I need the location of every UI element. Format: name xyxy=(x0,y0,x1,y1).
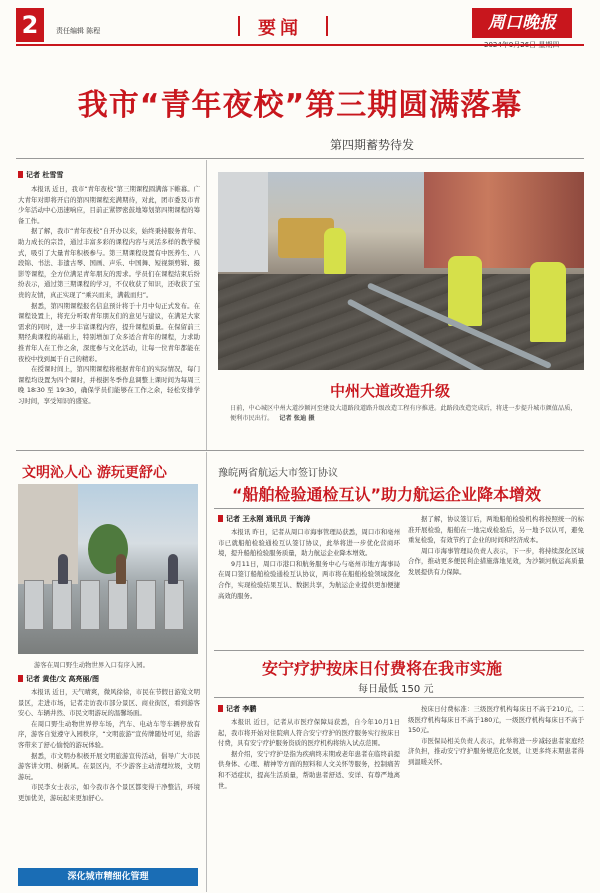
turnstile xyxy=(108,580,128,630)
lead-paragraph: 据悉，第四期课程报名信息预计将于十月中旬正式发布。在课程设置上，将充分听取青年朋友们的意见与建议，在满足大家需求的同时，进一步丰富课程内容，提升课程质量。在保留前三期经典课程的基础上，特别增加了众多适合青年的课程，力求助推青年人在工作之余，深度参与文化活动，让每一位青年都能在夜校中找到属于自己的精彩。 xyxy=(18,301,200,363)
masthead-rule xyxy=(16,44,584,46)
shipping-title: “船舶检验通检互认”助力航运企业降本增效 xyxy=(232,485,542,504)
scenic-photo-caption: 游客在周口野生动物世界入口有序入园。 xyxy=(34,661,150,669)
lead-paragraph: 本报讯 近日，我市“青年夜校”第三期课程圆满落下帷幕。广大青年对即将开启的第四期课程充满期待，对此，团市委及市青少年活动中心迅速响应，目前正紧锣密鼓地筹划第四期课程的筹备工作。 xyxy=(18,185,200,225)
lead-byline: 记者 杜雪雪 xyxy=(18,170,200,180)
worker-figure xyxy=(324,228,346,274)
lead-paragraph: 在授课时间上，第四期课程将根据青年们的实际情况，每门课程均设置为四个课时，并根据冬季作息调整上课时间为每周三晚 18∶30 至 19∶30，确保学员们能够在工作之余，轻松安排学习时间，享受知识的盛宴。 xyxy=(18,365,200,405)
visitor xyxy=(168,554,178,584)
civil-paragraph: 据悉，市文明办积极开展文明旅游宣传活动，倡导广大市民游客讲文明、树新风。在景区内，不少游客主动清理垃圾，文明游玩。 xyxy=(18,751,200,781)
photo-credit: 记者 张迪 摄 xyxy=(279,415,315,422)
lead-paragraph: 据了解，我市“青年夜校”自开办以来，始终秉持服务青年、助力成长的宗旨，通过丰富多彩的课程内容与灵活多样的教学模式，吸引了大量青年积极参与。第三期课程设置有中医养生、八段锦、书法、非遗古琴、国画、声乐、中国舞、短视频剪辑、摄影等课程，全方位满足青年朋友的需求。学员们在课程结束后纷纷表示，通过第三期课程的学习，不仅收获了知识，还收获了宝贵的友情，真正实现了“乘兴而来，满载而归”。 xyxy=(18,227,200,299)
section-rule xyxy=(16,450,584,451)
road-photo-caption xyxy=(230,404,580,424)
medical-paragraph: 据介绍，安宁疗护是指为疾病终末期或老年患者在临终前提供身体、心理、精神等方面的照料和人文关怀等服务，控制痛苦和不适症状，提高生活质量，帮助患者舒适、安详、有尊严地离世。 xyxy=(218,749,400,790)
medical-subtitle: 每日最低 150 元 xyxy=(358,684,434,695)
building-right xyxy=(424,172,584,268)
editors: 责任编辑 陈程 xyxy=(56,27,101,35)
lead-headline: 我市“青年夜校”第三期圆满落幕 xyxy=(77,88,523,123)
shipping-paragraph: 本报讯 昨日，记者从周口市海事管理局获悉，周口市和亳州市已就船舶检验通检互认签订协议，此举将进一步优化营商环境，提升船舶检验服务质量，助力航运企业降本增效。 xyxy=(218,528,400,558)
turnstile xyxy=(24,580,44,630)
shipping-byline: 记者 王永刚 通讯员 于海涛 xyxy=(218,514,400,524)
civil-article xyxy=(18,674,200,804)
road-photo-title: 中州大道改造升级 xyxy=(330,382,451,400)
turnstile xyxy=(164,580,184,630)
visitor xyxy=(116,554,126,584)
medical-byline: 记者 李鹏 xyxy=(218,704,400,714)
shipping-article-col1 xyxy=(218,514,400,601)
medical-rule xyxy=(214,697,584,698)
medical-paragraph: 市医保局相关负责人表示，此举将进一步减轻患者家庭经济负担，推动安宁疗护服务规范化发展，让更多终末期患者得到温暖关怀。 xyxy=(408,736,584,766)
medical-article-col2 xyxy=(408,704,584,768)
medical-rule xyxy=(214,650,584,651)
turnstile xyxy=(80,580,100,630)
building xyxy=(18,484,78,584)
civil-title: 文明沁人心 游玩更舒心 xyxy=(22,465,167,481)
civil-paragraph: 市民李女士表示，如今我市各个景区都变得干净整洁，环境更加优美，游玩起来更加舒心。 xyxy=(18,783,200,802)
worker-figure xyxy=(530,262,566,342)
shipping-article-col2 xyxy=(408,514,584,578)
section-title: 要闻 xyxy=(258,18,302,39)
section-divider xyxy=(238,16,240,36)
shipping-kicker: 豫皖两省航运大市签订协议 xyxy=(218,468,338,479)
caption-body: 日前，中心城区中州大道沙颍河至建设大道路段道路升级改造工程有序推进。此路段改造完成后，将进一步提升城市颜值品质，便利市民出行。 xyxy=(230,405,577,422)
medical-paragraph: 按床日付费标准：三级医疗机构每床日不高于210元，二级医疗机构每床日不高于180元，一级医疗机构每床日不高于150元。 xyxy=(408,705,584,735)
turnstile xyxy=(52,580,72,630)
newspaper-logo: 周口晚报 xyxy=(472,8,572,38)
civil-paragraph: 在周口野生动物世界停车场，汽车、电动车等车辆停放有序，游客自觉遵守入园秩序，“文明旅游”宣传牌随处可见，给游客带来了舒心愉悦的游玩体验。 xyxy=(18,719,200,749)
section-divider xyxy=(326,16,328,36)
road-construction-photo xyxy=(218,172,584,370)
scenic-gate-photo xyxy=(18,484,198,654)
shipping-paragraph: 周口市海事管理局负责人表示，下一步，将持续深化区域合作，推动更多便民利企措施落地见效，为沙颍河航运高质量发展提供有力保障。 xyxy=(408,546,584,576)
medical-title: 安宁疗护按床日付费将在我市实施 xyxy=(262,659,503,678)
civil-byline: 记者 黄佳/文 高亮丽/图 xyxy=(18,674,200,684)
worker-figure xyxy=(448,256,482,326)
medical-article-col1 xyxy=(218,704,400,791)
civil-paragraph: 本报讯 近日，天气晴爽，微风徐徐，市民在节假日游览文明景区，走进市场，记者走访我市部分景区、商业街区，看到游客安心、车辆井然、市民文明游玩的温馨场面。 xyxy=(18,688,200,718)
column-divider xyxy=(206,452,207,892)
visitor xyxy=(58,554,68,584)
shipping-paragraph: 9月11日，周口市港口和航务服务中心与亳州市地方海事局在周口签订船舶检验通检互认协议，两市将在船舶检验领域深化合作，实现检验结果互认、数据共享，为航运企业提供更加便捷高效的服务。 xyxy=(218,559,400,600)
column-divider xyxy=(206,160,207,450)
lead-article xyxy=(18,170,200,406)
lead-subhead: 第四期蓄势待发 xyxy=(330,138,415,152)
shipping-rule xyxy=(214,508,584,509)
shipping-paragraph: 据了解，协议签订后，两地船舶检验机构将按照统一的标准开展检验，船舶在一地完成检验后，另一地予以认可，避免重复检验，有效节约了企业的时间和经济成本。 xyxy=(408,515,584,545)
turnstile xyxy=(136,580,156,630)
campaign-banner: 深化城市精细化管理 xyxy=(18,868,198,886)
headline-rule xyxy=(16,158,584,159)
building-left xyxy=(218,172,268,272)
page-number: 2 xyxy=(16,8,44,42)
medical-paragraph: 本报讯 近日，记者从市医疗保障局获悉，自今年10月1日起，我市将开始对住院病人符合安宁疗护的医疗服务实行按床日付费，具有安宁疗护服务资质的医疗机构将纳入试点范围。 xyxy=(218,718,400,748)
